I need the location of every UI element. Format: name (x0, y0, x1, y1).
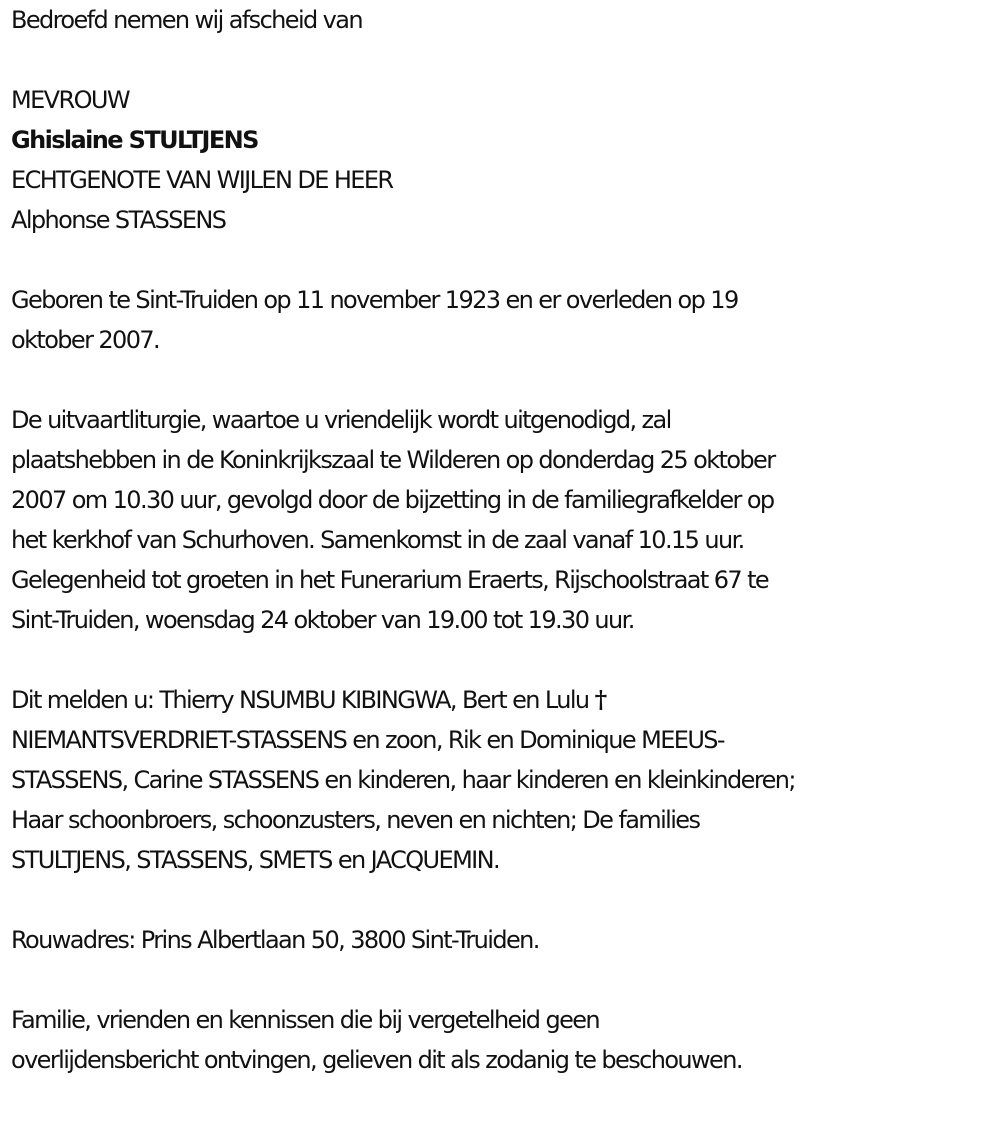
announcers-line: STULTJENS, STASSENS, SMETS en JACQUEMIN. (11, 846, 500, 874)
birth-death-line: Geboren te Sint-Truiden op 11 november 1923 en er overleden op 19 (11, 286, 738, 314)
cross-icon: † (594, 685, 606, 714)
ceremony-line: De uitvaartliturgie, waartoe u vriendelijk wordt uitgenodigd, zal (11, 406, 671, 434)
honorific-title: MEVROUW (11, 86, 129, 114)
ceremony-line: het kerkhof van Schurhoven. Samenkomst in de zaal vanaf 10.15 uur. (11, 526, 744, 554)
closing-line: overlijdensbericht ontvingen, gelieven dit als zodanig te beschouwen. (11, 1046, 742, 1074)
deceased-name: Ghislaine STULTJENS (11, 126, 258, 154)
spacer (11, 960, 991, 1000)
announcers-line: NIEMANTSVERDRIET-STASSENS en zoon, Rik en Dominique MEEUS- (11, 726, 724, 754)
mourning-address: Rouwadres: Prins Albertlaan 50, 3800 Sint-Truiden. (11, 926, 539, 954)
intro-text: Bedroefd nemen wij afscheid van (11, 6, 363, 34)
ceremony-line: plaatshebben in de Koninkrijkszaal te Wilderen op donderdag 25 oktober (11, 446, 775, 474)
announcers-line: STASSENS, Carine STASSENS en kinderen, haar kinderen en kleinkinderen; (11, 766, 795, 794)
spacer (11, 360, 991, 400)
announcers-line (11, 680, 991, 720)
ceremony-line: 2007 om 10.30 uur, gevolgd door de bijzetting in de familiegrafkelder op (11, 486, 774, 514)
closing-line: Familie, vrienden en kennissen die bij vergetelheid geen (11, 1006, 600, 1034)
spouse-label: ECHTGENOTE VAN WIJLEN DE HEER (11, 166, 393, 194)
ceremony-line: Gelegenheid tot groeten in het Funerarium Eraerts, Rijschoolstraat 67 te (11, 566, 769, 594)
ceremony-line: Sint-Truiden, woensdag 24 oktober van 19.00 tot 19.30 uur. (11, 606, 634, 634)
announcers-line: Haar schoonbroers, schoonzusters, neven en nichten; De families (11, 806, 700, 834)
spacer (11, 880, 991, 920)
spacer (11, 40, 991, 80)
announcers-first-text: Dit melden u: Thierry NSUMBU KIBINGWA, Bert en Lulu (11, 686, 589, 714)
spacer (11, 640, 991, 680)
spacer (11, 240, 991, 280)
obituary-notice (11, 0, 991, 1080)
birth-death-line: oktober 2007. (11, 326, 160, 354)
spouse-name: Alphonse STASSENS (11, 206, 226, 234)
